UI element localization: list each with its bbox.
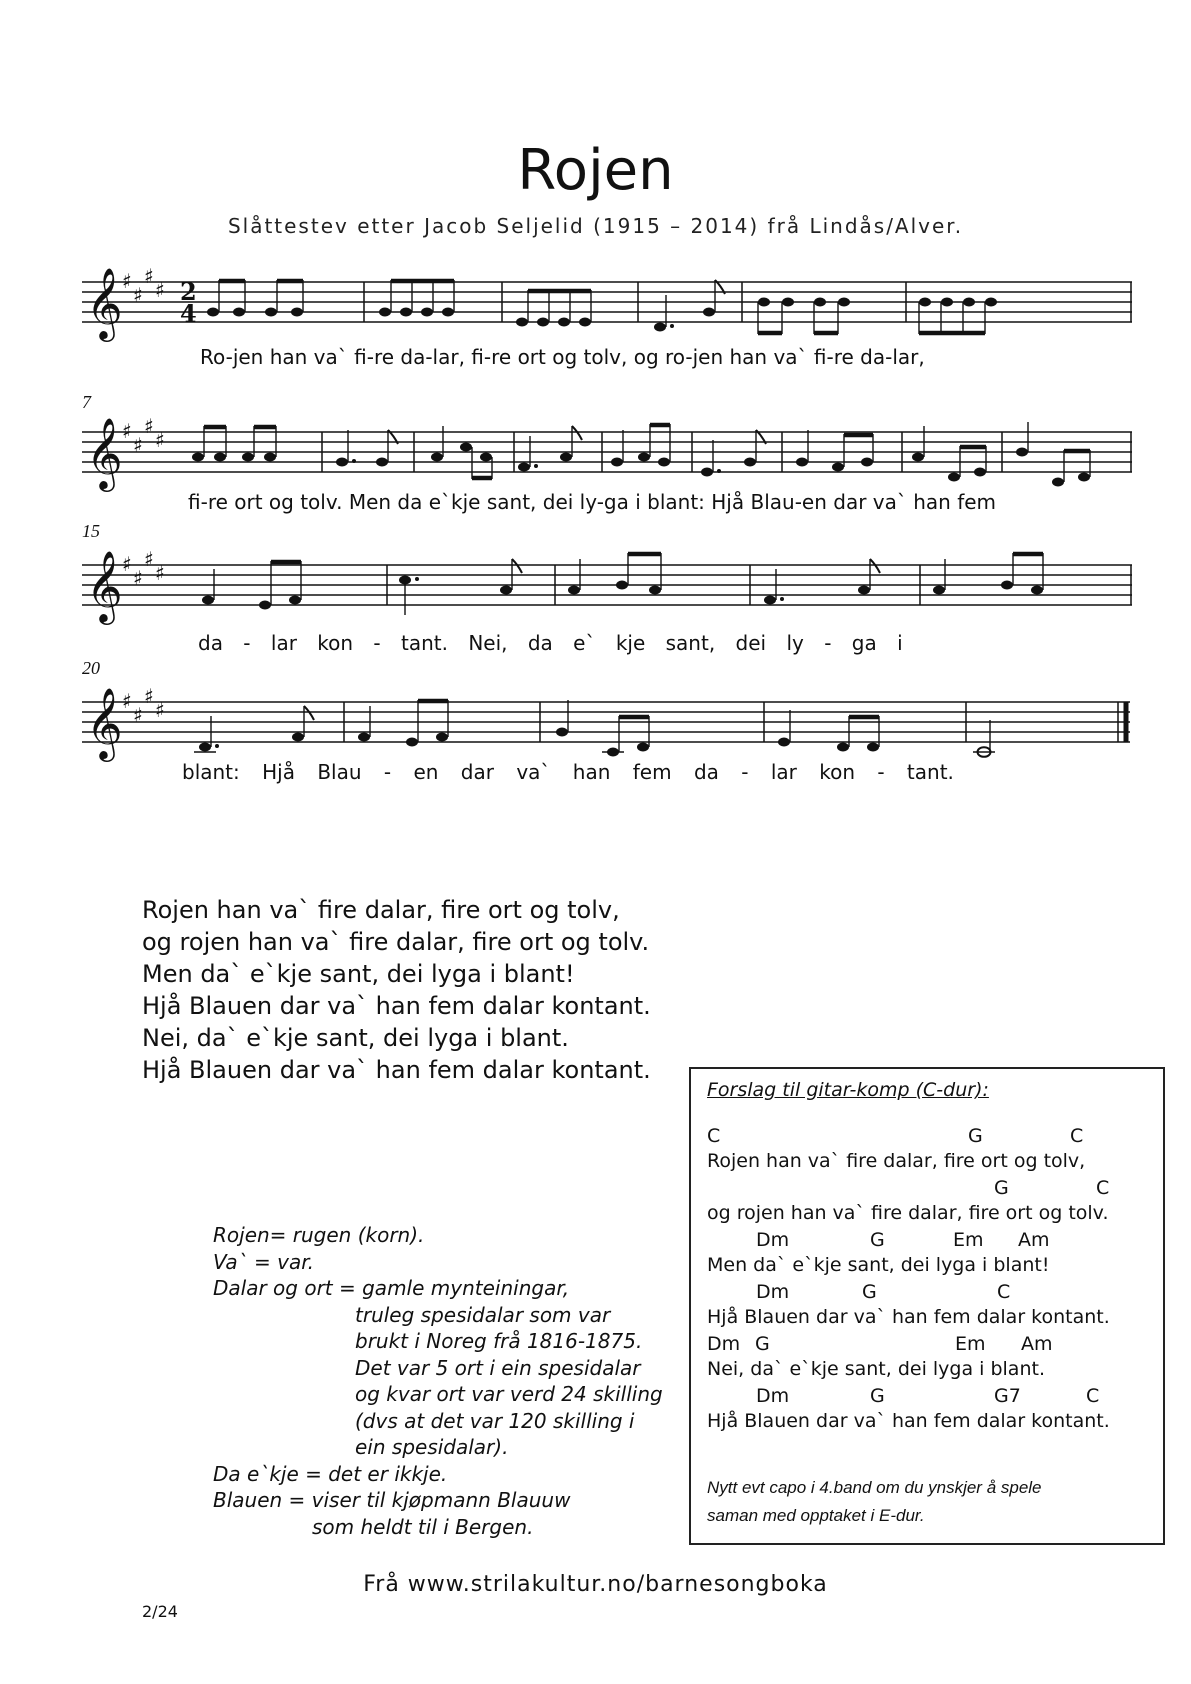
svg-text:♯: ♯ — [144, 547, 154, 571]
svg-text:♯: ♯ — [144, 684, 154, 708]
note-line: Det var 5 ort i ein spesidalar — [355, 1355, 641, 1380]
song-title: Rojen — [517, 138, 674, 203]
note-line: (dvs at det var 120 skilling i — [355, 1408, 635, 1433]
note-line: ein spesidalar). — [355, 1435, 509, 1459]
source-credit: Frå www.strilakultur.no/barnesongboka — [363, 1572, 828, 1597]
chord: Dm — [707, 1333, 741, 1355]
note-line: Dalar og ort = gamle mynteiningar, — [213, 1276, 570, 1300]
measure-number-15: 15 — [82, 523, 100, 541]
note-line: Da e`kje = det er ikkje. — [213, 1461, 448, 1486]
chord: G — [755, 1333, 770, 1355]
chord: C — [707, 1125, 721, 1147]
verse-line: og rojen han va` fire dalar, fire ort og tolv. — [142, 928, 650, 956]
svg-text:♯: ♯ — [122, 269, 132, 293]
svg-text:♯: ♯ — [144, 264, 154, 288]
svg-text:♯: ♯ — [133, 703, 143, 727]
measure-number-20: 20 — [82, 660, 100, 678]
chord-lyric-line: Nei, da` e`kje sant, dei lyga i blant. — [707, 1358, 1045, 1380]
capo-note-line: Nytt evt capo i 4.band om du ynskjer å spele — [707, 1478, 1042, 1497]
lyrics-system-1: Ro-jen han va` fi-re da-lar, fi-re ort og tolv, og ro-jen han va` fi-re da-lar, — [200, 345, 925, 369]
chord: Dm — [756, 1281, 790, 1303]
verse-text — [142, 894, 651, 1086]
svg-text:♯: ♯ — [122, 552, 132, 576]
chord: C — [1086, 1385, 1100, 1407]
svg-text:𝄞: 𝄞 — [86, 686, 123, 759]
chord: Dm — [756, 1229, 790, 1251]
capo-note-line: saman med opptaket i E-dur. — [707, 1506, 925, 1525]
svg-text:𝄞: 𝄞 — [86, 549, 123, 622]
song-subtitle: Slåttestev etter Jacob Seljelid (1915 – 2014) frå Lindås/Alver. — [227, 214, 964, 238]
chord-lyric-line: og rojen han va` fire dalar, fire ort og tolv. — [707, 1202, 1109, 1224]
chord: G — [862, 1281, 877, 1303]
svg-text:♯: ♯ — [122, 419, 132, 443]
chord: G — [870, 1229, 885, 1251]
chord: Am — [1021, 1333, 1053, 1355]
chord-lyric-line: Hjå Blauen dar va` han fem dalar kontant. — [707, 1306, 1110, 1328]
chord-lyric-line: Hjå Blauen dar va` han fem dalar kontant. — [707, 1410, 1110, 1432]
svg-text:2: 2 — [180, 277, 197, 306]
svg-text:♯: ♯ — [133, 283, 143, 307]
svg-text:♯: ♯ — [155, 428, 165, 452]
chord: G — [870, 1385, 885, 1407]
verse-line: Nei, da` e`kje sant, dei lyga i blant. — [142, 1024, 569, 1052]
svg-text:♯: ♯ — [133, 566, 143, 590]
svg-text:𝄞: 𝄞 — [86, 416, 123, 489]
note-line: som heldt til i Bergen. — [312, 1514, 534, 1539]
chord: G7 — [994, 1385, 1021, 1407]
note-line: Blauen = viser til kjøpmann Blauuw — [213, 1488, 571, 1512]
lyrics-system-3: da - lar kon - tant. Nei, da e` kje sant, dei ly - ga i — [198, 631, 903, 655]
chord-box-heading: Forslag til gitar-komp (C-dur): — [707, 1079, 989, 1101]
chord-lyric-line: Men da` e`kje sant, dei lyga i blant! — [707, 1254, 1050, 1276]
capo-note — [707, 1474, 1042, 1530]
staff-system-3 — [82, 523, 1132, 633]
staff-system-4 — [82, 660, 1132, 770]
chord: Em — [953, 1229, 984, 1251]
chord: G — [968, 1125, 983, 1147]
staff-system-2 — [82, 396, 1132, 492]
svg-text:𝄞: 𝄞 — [86, 266, 123, 339]
verse-line: Hjå Blauen dar va` han fem dalar kontant. — [142, 992, 651, 1020]
svg-text:♯: ♯ — [144, 414, 154, 438]
chord: G — [994, 1177, 1009, 1199]
note-line: brukt i Noreg frå 1816-1875. — [355, 1329, 643, 1353]
svg-text:♯: ♯ — [155, 698, 165, 722]
svg-text:♯: ♯ — [133, 433, 143, 457]
verse-line: Men da` e`kje sant, dei lyga i blant! — [142, 960, 575, 988]
lyrics-system-2: fi-re ort og tolv. Men da e`kje sant, dei ly-ga i blant: Hjå Blau-en dar va` han fem — [188, 490, 997, 514]
chord: C — [997, 1281, 1011, 1303]
glossary-notes — [213, 1222, 663, 1540]
chord: Dm — [756, 1385, 790, 1407]
note-line: truleg spesidalar som var — [355, 1302, 611, 1327]
chord: C — [1070, 1125, 1084, 1147]
note-line: Rojen= rugen (korn). — [213, 1223, 425, 1247]
svg-text:♯: ♯ — [122, 689, 132, 713]
chord: C — [1096, 1177, 1110, 1199]
chord-lyric-line: Rojen han va` fire dalar, fire ort og tolv, — [707, 1150, 1086, 1172]
svg-text:♯: ♯ — [155, 561, 165, 585]
verse-line: Rojen han va` fire dalar, fire ort og tolv, — [142, 896, 620, 924]
note-line: Va` = var. — [213, 1249, 314, 1274]
chord: Am — [1018, 1229, 1050, 1251]
note-line: og kvar ort var verd 24 skilling — [355, 1382, 663, 1406]
svg-text:4: 4 — [180, 299, 197, 328]
page-number: 2/24 — [142, 1602, 178, 1621]
measure-number-7: 7 — [82, 396, 91, 412]
chord: Em — [955, 1333, 986, 1355]
verse-line: Hjå Blauen dar va` han fem dalar kontant. — [142, 1056, 651, 1084]
svg-text:♯: ♯ — [155, 278, 165, 302]
lyrics-system-4: blant: Hjå Blau - en dar va` han fem da - lar kon - tant. — [182, 760, 954, 784]
staff-system-1 — [82, 262, 1132, 342]
guitar-chord-box — [689, 1067, 1165, 1545]
